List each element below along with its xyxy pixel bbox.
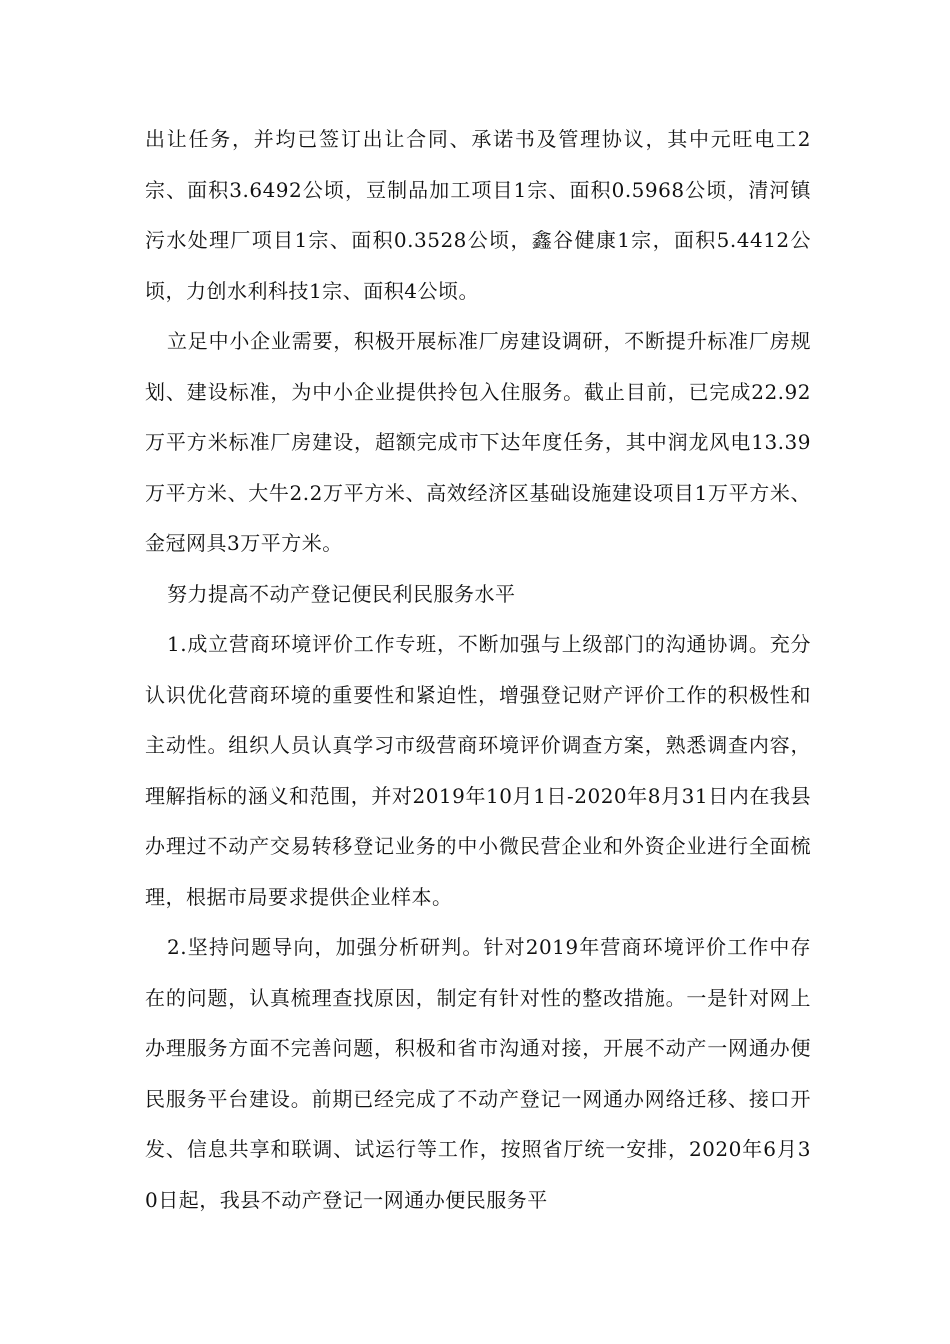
paragraph-land-transfer: 出让任务，并均已签订出让合同、承诺书及管理协议，其中元旺电工2宗、面积3.6492公顷，豆制品加工项目1宗、面积0.5968公顷，清河镇污水处理厂项目1宗、面积0.3528公顷，鑫谷健康1宗，面积5.4412公顷，力创水利科技1宗、面积4公顷。: [145, 127, 811, 303]
section-heading-real-estate-registration: 努力提高不动产登记便民利民服务水平: [167, 581, 516, 606]
document-body: [145, 114, 811, 1225]
paragraph-item-1: 1.成立营商环境评价工作专班，不断加强与上级部门的沟通协调。充分认识优化营商环境的重要性和紧迫性，增强登记财产评价工作的积极性和主动性。组织人员认真学习市级营商环境评价调查方案，熟悉调查内容，理解指标的涵义和范围，并对2019年10月1日-2020年8月31日内在我县办理过不动产交易转移登记业务的中小微民营企业和外资企业进行全面梳理，根据市局要求提供企业样本。: [145, 632, 811, 909]
paragraph-item-2: 2.坚持问题导向，加强分析研判。针对2019年营商环境评价工作中存在的问题，认真梳理查找原因，制定有针对性的整改措施。一是针对网上办理服务方面不完善问题，积极和省市沟通对接，开展不动产一网通办便民服务平台建设。前期已经完成了不动产登记一网通办网络迁移、接口开发、信息共享和联调、试运行等工作，按照省厅统一安排，2020年6月30日起，我县不动产登记一网通办便民服务平: [145, 935, 811, 1212]
paragraph-standard-factory: 立足中小企业需要，积极开展标准厂房建设调研，不断提升标准厂房规划、建设标准，为中小企业提供拎包入住服务。截止目前，已完成22.92万平方米标准厂房建设，超额完成市下达年度任务，其中润龙风电13.39万平方米、大牛2.2万平方米、高效经济区基础设施建设项目1万平方米、金冠网具3万平方米。: [145, 329, 811, 555]
